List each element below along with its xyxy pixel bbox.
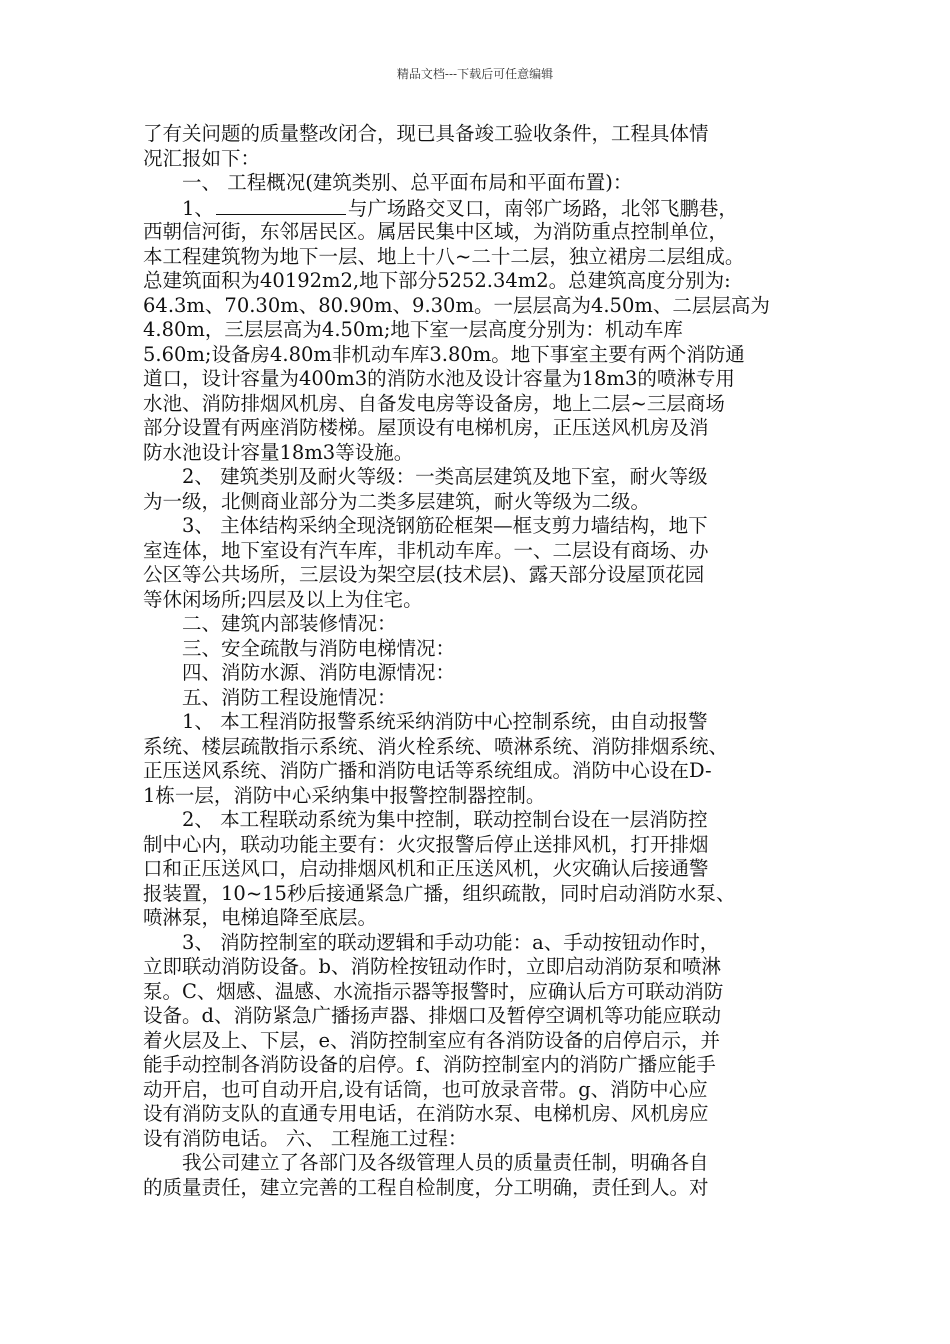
text-line: 1、 本工程消防报警系统采纳消防中心控制系统，由自动报警 xyxy=(143,710,708,733)
text-line: 道口，设计容量为400m3的消防水池及设计容量为18m3的喷淋专用 xyxy=(143,367,735,390)
text-line: 4.80m，三层层高为4.50m;地下室一层高度分别为：机动车库 xyxy=(143,318,683,341)
text-line: 1栋一层，消防中心采纳集中报警控制器控制。 xyxy=(143,783,546,807)
section-heading: 二、建筑内部装修情况： xyxy=(143,612,397,635)
text-line: 部分设置有两座消防楼梯。屋顶设有电梯机房，正压送风机房及消 xyxy=(143,416,709,439)
text-line: 立即联动消防设备。b、消防栓按钮动作时，立即启动消防泵和喷淋 xyxy=(143,955,721,978)
blank-underline xyxy=(216,196,346,215)
text-line: 总建筑面积为40192m2,地下部分5252.34m2。总建筑高度分别为: xyxy=(143,269,731,292)
text-line: 3、 消防控制室的联动逻辑和手动功能：a、手动按钮动作时， xyxy=(143,930,720,954)
text-line: 我公司建立了各部门及各级管理人员的质量责任制，明确各自 xyxy=(143,1151,709,1174)
text-line: 西朝信河街，东邻居民区。属居民集中区域，为消防重点控制单位， xyxy=(143,220,729,243)
text-line: 设有消防支队的直通专用电话，在消防水泵、电梯机房、风机房应 xyxy=(143,1102,709,1125)
text-line: 公区等公共场所，三层设为架空层(技术层)、露天部分设屋顶花园 xyxy=(143,563,705,586)
text-line: 64.3m、70.30m、80.90m、9.30m。一层层高为4.50m、二层层高为 xyxy=(143,293,770,317)
text-line: 本工程建筑物为地下一层、地上十八~二十二层，独立裙房二层组成。 xyxy=(143,244,745,268)
text-line: 设备。d、消防紧急广播扬声器、排烟口及暂停空调机等功能应联动 xyxy=(143,1004,721,1027)
text-line: 设有消防电话。 六、 工程施工过程： xyxy=(143,1126,468,1150)
text-line: 等休闲场所;四层及以上为住宅。 xyxy=(143,587,423,611)
text-line: 制中心内，联动功能主要有：火灾报警后停止送排风机，打开排烟 xyxy=(143,832,709,856)
text-line: 3、 主体结构采纳全现浇钢筋砼框架—框支剪力墙结构，地下 xyxy=(143,514,708,537)
text-line: 2、 本工程联动系统为集中控制，联动控制台设在一层消防控 xyxy=(143,808,708,831)
text-line: 况汇报如下： xyxy=(143,146,261,170)
text-line: 泵。C、烟感、温感、水流指示器等报警时，应确认后方可联动消防 xyxy=(143,979,724,1003)
text-line-with-blank xyxy=(143,196,808,221)
text-line: 报装置，10~15秒后接通紧急广播，组织疏散，同时启动消防水泵、 xyxy=(143,881,736,905)
text-line: 为一级，北侧商业部分为二类多层建筑，耐火等级为二级。 xyxy=(143,489,651,513)
text-line: 口和正压送风口，启动排烟风机和正压送风机，火灾确认后接通警 xyxy=(143,857,709,880)
text-line: 系统、楼层疏散指示系统、消火栓系统、喷淋系统、消防排烟系统、 xyxy=(143,734,729,758)
text-line: 5.60m;设备房4.80m非机动车库3.80m。地下事室主要有两个消防通 xyxy=(143,342,745,366)
text-line: 防水池设计容量18m3等设施。 xyxy=(143,440,414,464)
text-line: 了有关问题的质量整改闭合，现已具备竣工验收条件，工程具体情 xyxy=(143,122,709,145)
section-heading: 三、安全疏散与消防电梯情况： xyxy=(143,636,456,660)
text-line: 室连体，地下室设有汽车库，非机动车库。一、二层设有商场、办 xyxy=(143,538,709,562)
text-line: 喷淋泵，电梯追降至底层。 xyxy=(143,906,378,929)
text-line: 正压送风系统、消防广播和消防电话等系统组成。消防中心设在D- xyxy=(143,759,712,782)
section-heading: 四、消防水源、消防电源情况： xyxy=(143,661,456,684)
text-line: 2、 建筑类别及耐火等级：一类高层建筑及地下室，耐火等级 xyxy=(143,465,708,488)
text-line: 着火层及上、下层，e、消防控制室应有各消防设备的启停启示，并 xyxy=(143,1028,721,1052)
text-line: 能手动控制各消防设备的启停。f、消防控制室内的消防广播应能手 xyxy=(143,1053,716,1076)
text-segment: 与广场路交叉口，南邻广场路，北邻飞鹏巷， xyxy=(347,196,738,220)
document-body xyxy=(143,122,808,1200)
section-heading: 五、消防工程设施情况： xyxy=(143,685,397,709)
text-line: 的质量责任，建立完善的工程自检制度，分工明确，责任到人。对 xyxy=(143,1175,709,1199)
text-line: 动开启，也可自动开启,设有话筒，也可放录音带。g、消防中心应 xyxy=(143,1077,708,1101)
page-header: 精品文档---下载后可任意编辑 xyxy=(396,67,554,81)
text-line: 水池、消防排烟风机房、自备发电房等设备房，地上二层~三层商场 xyxy=(143,391,725,415)
item-number: 1、 xyxy=(143,196,214,220)
text-line: 一、 工程概况(建筑类别、总平面布局和平面布置)： xyxy=(143,171,633,194)
